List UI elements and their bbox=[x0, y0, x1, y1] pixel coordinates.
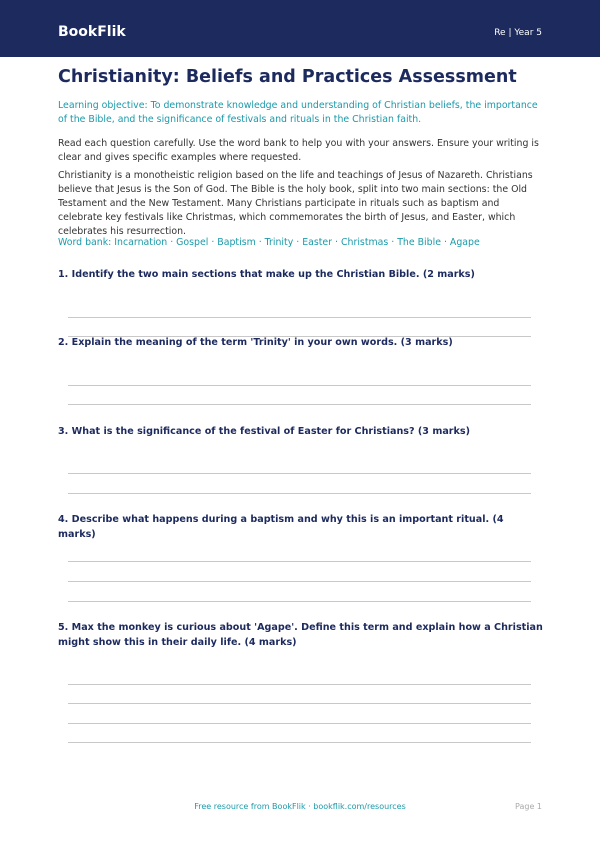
question-1: 1. Identify the two main sections that make up the Christian Bible. (2 marks) bbox=[58, 269, 475, 280]
question-3: 3. What is the significance of the festival of Easter for Christians? (3 marks) bbox=[58, 426, 470, 437]
answer-line[interactable] bbox=[68, 601, 531, 602]
page-header bbox=[0, 0, 600, 57]
answer-line[interactable] bbox=[68, 723, 531, 724]
question-2: 2. Explain the meaning of the term 'Trinity' in your own words. (3 marks) bbox=[58, 337, 453, 348]
subject-year-label: Re | Year 5 bbox=[494, 28, 542, 38]
answer-line[interactable] bbox=[68, 493, 531, 494]
reading-passage: Christianity is a monotheistic religion based on the life and teachings of Jesus of Nazareth. Christians believe that Jesus is the Son of God. The Bible is the holy book, split into two main sections: the Old Testament and the New Testament. Many Christians participate in rituals such as baptism and celebrate key festivals like Christmas, which commemorates the birth of Jesus, and Easter, which celebrates his resurrection. bbox=[58, 170, 533, 237]
question-4: 4. Describe what happens during a baptism and why this is an important ritual. (4 marks) bbox=[58, 514, 504, 540]
answer-line[interactable] bbox=[68, 404, 531, 405]
answer-line[interactable] bbox=[68, 581, 531, 582]
answer-line[interactable] bbox=[68, 742, 531, 743]
question-5: 5. Max the monkey is curious about 'Agape'. Define this term and explain how a Christian might show this in their daily life. (4 marks) bbox=[58, 622, 543, 648]
answer-line[interactable] bbox=[68, 385, 531, 386]
answer-line[interactable] bbox=[68, 473, 531, 474]
learning-objective: Learning objective: To demonstrate knowledge and understanding of Christian beliefs, the importance of the Bible, and the significance of festivals and rituals in the Christian faith. bbox=[58, 100, 538, 125]
footer-resource-link[interactable]: Free resource from BookFlik · bookflik.com/resources bbox=[194, 802, 406, 811]
instructions: Read each question carefully. Use the word bank to help you with your answers. Ensure your writing is clear and gives specific examples where requested. bbox=[58, 138, 539, 163]
answer-line[interactable] bbox=[68, 684, 531, 685]
brand-logo: BookFlik bbox=[58, 24, 126, 40]
answer-line[interactable] bbox=[68, 317, 531, 318]
answer-line[interactable] bbox=[68, 561, 531, 562]
answer-line[interactable] bbox=[68, 703, 531, 704]
page-number: Page 1 bbox=[515, 802, 542, 811]
word-bank: Word bank: Incarnation · Gospel · Baptism · Trinity · Easter · Christmas · The Bible · Agape bbox=[58, 237, 480, 248]
page-title: Christianity: Beliefs and Practices Assessment bbox=[58, 67, 517, 87]
